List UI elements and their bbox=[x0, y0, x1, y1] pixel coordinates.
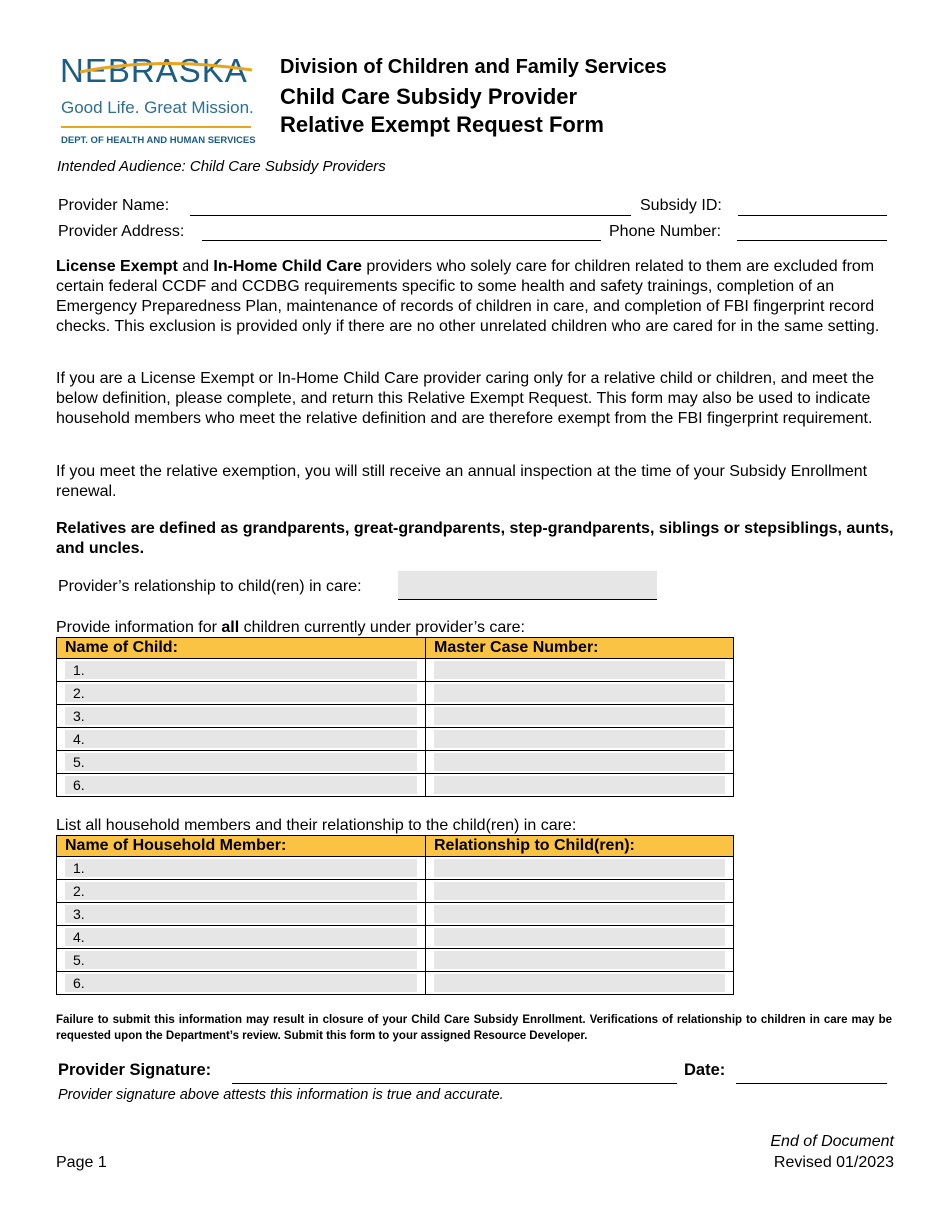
revision-date: Revised 01/2023 bbox=[773, 1154, 894, 1171]
relationship-field[interactable] bbox=[434, 974, 725, 992]
relationship-cell bbox=[426, 857, 734, 880]
child-name-cell bbox=[57, 682, 426, 705]
relationship-field[interactable] bbox=[434, 882, 725, 900]
signature-label: Provider Signature: bbox=[58, 1061, 212, 1079]
member-name-field[interactable]: 2. bbox=[65, 882, 417, 900]
table-row bbox=[57, 857, 734, 880]
member-name-field[interactable]: 4. bbox=[65, 928, 417, 946]
license-exempt-term: License Exempt bbox=[56, 258, 178, 275]
para1-text-a: and bbox=[177, 258, 214, 275]
table-row bbox=[57, 774, 734, 797]
member-name-field[interactable]: 3. bbox=[65, 905, 417, 923]
phone-number-label: Phone Number: bbox=[609, 223, 722, 240]
child-name-cell bbox=[57, 751, 426, 774]
children-intro-bold: all bbox=[221, 619, 240, 636]
children-intro bbox=[56, 619, 525, 637]
logo-department: DEPT. OF HEALTH AND HUMAN SERVICES bbox=[61, 135, 256, 146]
children-intro-pre: Provide information for bbox=[56, 619, 222, 636]
member-name-cell bbox=[57, 857, 426, 880]
relative-definition: Relatives are defined as grandparents, great-grandparents, step-grandparents, siblings or stepsiblings, aunts, and uncles. bbox=[56, 520, 894, 557]
member-name-field[interactable]: 5. bbox=[65, 951, 417, 969]
relationship-cell bbox=[426, 903, 734, 926]
case-number-field[interactable] bbox=[434, 707, 725, 725]
case-number-field[interactable] bbox=[434, 730, 725, 748]
case-number-field[interactable] bbox=[434, 684, 725, 702]
case-number-cell bbox=[426, 774, 734, 797]
relationship-cell bbox=[426, 880, 734, 903]
case-number-field[interactable] bbox=[434, 776, 725, 794]
child-name-field[interactable]: 6. bbox=[65, 776, 417, 794]
child-name-cell bbox=[57, 659, 426, 682]
intended-audience: Intended Audience: Child Care Subsidy Providers bbox=[57, 158, 386, 175]
table-row bbox=[57, 880, 734, 903]
relationship-cell bbox=[426, 949, 734, 972]
relationship-cell bbox=[426, 972, 734, 995]
table-row bbox=[57, 751, 734, 774]
child-name-field[interactable]: 5. bbox=[65, 753, 417, 771]
logo-divider bbox=[61, 126, 251, 128]
provider-name-field[interactable] bbox=[190, 214, 631, 216]
case-number-cell bbox=[426, 682, 734, 705]
child-name-cell bbox=[57, 705, 426, 728]
submission-note: Failure to submit this information may result in closure of your Child Care Subsidy Enrollment. Verifications of relationship to children in care may be requested upon the Department’s review. Submit this form to your assigned Resource Developer. bbox=[56, 1014, 892, 1042]
form-title-line1: Child Care Subsidy Provider bbox=[280, 84, 578, 109]
child-name-field[interactable]: 1. bbox=[65, 661, 417, 679]
children-intro-post: children currently under provider’s care: bbox=[239, 619, 525, 636]
relationship-field[interactable] bbox=[434, 928, 725, 946]
end-of-document: End of Document bbox=[770, 1133, 894, 1150]
member-name-cell bbox=[57, 972, 426, 995]
date-label: Date: bbox=[684, 1061, 726, 1079]
relationship-cell bbox=[426, 926, 734, 949]
table-header-row bbox=[57, 836, 734, 857]
table-header-row bbox=[57, 638, 734, 659]
member-name-cell bbox=[57, 880, 426, 903]
logo-wordmark: NEBRASKA bbox=[60, 52, 248, 89]
relationship-field[interactable] bbox=[434, 951, 725, 969]
form-title-line2: Relative Exempt Request Form bbox=[280, 112, 604, 137]
instructions-paragraph: If you are a License Exempt or In-Home Child Care provider caring only for a relative child or children, and meet the below definition, please complete, and return this Relative Exempt Request. This form may also be used to indicate household members who meet the relative definition and are therefore exempt from the FBI fingerprint requirement. bbox=[56, 370, 875, 427]
col-master-case-number: Master Case Number: bbox=[426, 638, 734, 659]
col-household-member: Name of Household Member: bbox=[57, 836, 426, 857]
inspection-paragraph: If you meet the relative exemption, you will still receive an annual inspection at the time of your Subsidy Enrollment renewal. bbox=[56, 463, 868, 500]
col-relationship: Relationship to Child(ren): bbox=[426, 836, 734, 857]
children-table bbox=[56, 637, 734, 797]
exemption-paragraph bbox=[56, 257, 896, 337]
case-number-cell bbox=[426, 659, 734, 682]
table-row bbox=[57, 926, 734, 949]
table-row bbox=[57, 972, 734, 995]
table-row bbox=[57, 903, 734, 926]
child-name-field[interactable]: 3. bbox=[65, 707, 417, 725]
division-title: Division of Children and Family Services bbox=[280, 56, 667, 78]
table-row bbox=[57, 659, 734, 682]
case-number-field[interactable] bbox=[434, 661, 725, 679]
child-name-cell bbox=[57, 728, 426, 751]
child-name-field[interactable]: 4. bbox=[65, 730, 417, 748]
table-row bbox=[57, 728, 734, 751]
para1-text-b: providers who solely care for children related to them are excluded from certain federal CCDF and CCDBG requirements specific to some health and safety trainings, completion of an Emergency Preparedness Plan, maintenance of records of children in care, and completion of FBI fingerprint record checks. This exclusion is provided only if there are no other unrelated children who are cared for in the same setting. bbox=[56, 258, 880, 335]
table-row bbox=[57, 705, 734, 728]
logo-swoosh-icon bbox=[60, 58, 260, 98]
in-home-term: In-Home Child Care bbox=[213, 258, 362, 275]
member-name-cell bbox=[57, 926, 426, 949]
provider-name-label: Provider Name: bbox=[58, 197, 170, 214]
relationship-field[interactable] bbox=[398, 571, 657, 600]
child-name-field[interactable]: 2. bbox=[65, 684, 417, 702]
member-name-field[interactable]: 1. bbox=[65, 859, 417, 877]
signature-attestation: Provider signature above attests this information is true and accurate. bbox=[58, 1087, 504, 1103]
relationship-field[interactable] bbox=[434, 859, 725, 877]
household-intro: List all household members and their relationship to the child(ren) in care: bbox=[56, 817, 577, 834]
provider-address-label: Provider Address: bbox=[58, 223, 185, 240]
relationship-label: Provider’s relationship to child(ren) in care: bbox=[58, 578, 362, 595]
col-name-of-child: Name of Child: bbox=[57, 638, 426, 659]
signature-field[interactable] bbox=[232, 1082, 677, 1084]
case-number-cell bbox=[426, 728, 734, 751]
household-table bbox=[56, 835, 734, 995]
subsidy-id-label: Subsidy ID: bbox=[640, 197, 722, 214]
case-number-cell bbox=[426, 705, 734, 728]
date-field[interactable] bbox=[736, 1082, 887, 1084]
page-number: Page 1 bbox=[56, 1154, 107, 1171]
subsidy-id-field[interactable] bbox=[738, 214, 887, 216]
case-number-cell bbox=[426, 751, 734, 774]
provider-address-field[interactable] bbox=[202, 239, 601, 241]
member-name-cell bbox=[57, 903, 426, 926]
member-name-cell bbox=[57, 949, 426, 972]
member-name-field[interactable]: 6. bbox=[65, 974, 417, 992]
relationship-field[interactable] bbox=[434, 905, 725, 923]
logo-tagline: Good Life. Great Mission. bbox=[61, 98, 254, 117]
child-name-cell bbox=[57, 774, 426, 797]
table-row bbox=[57, 949, 734, 972]
case-number-field[interactable] bbox=[434, 753, 725, 771]
phone-number-field[interactable] bbox=[737, 239, 887, 241]
table-row bbox=[57, 682, 734, 705]
